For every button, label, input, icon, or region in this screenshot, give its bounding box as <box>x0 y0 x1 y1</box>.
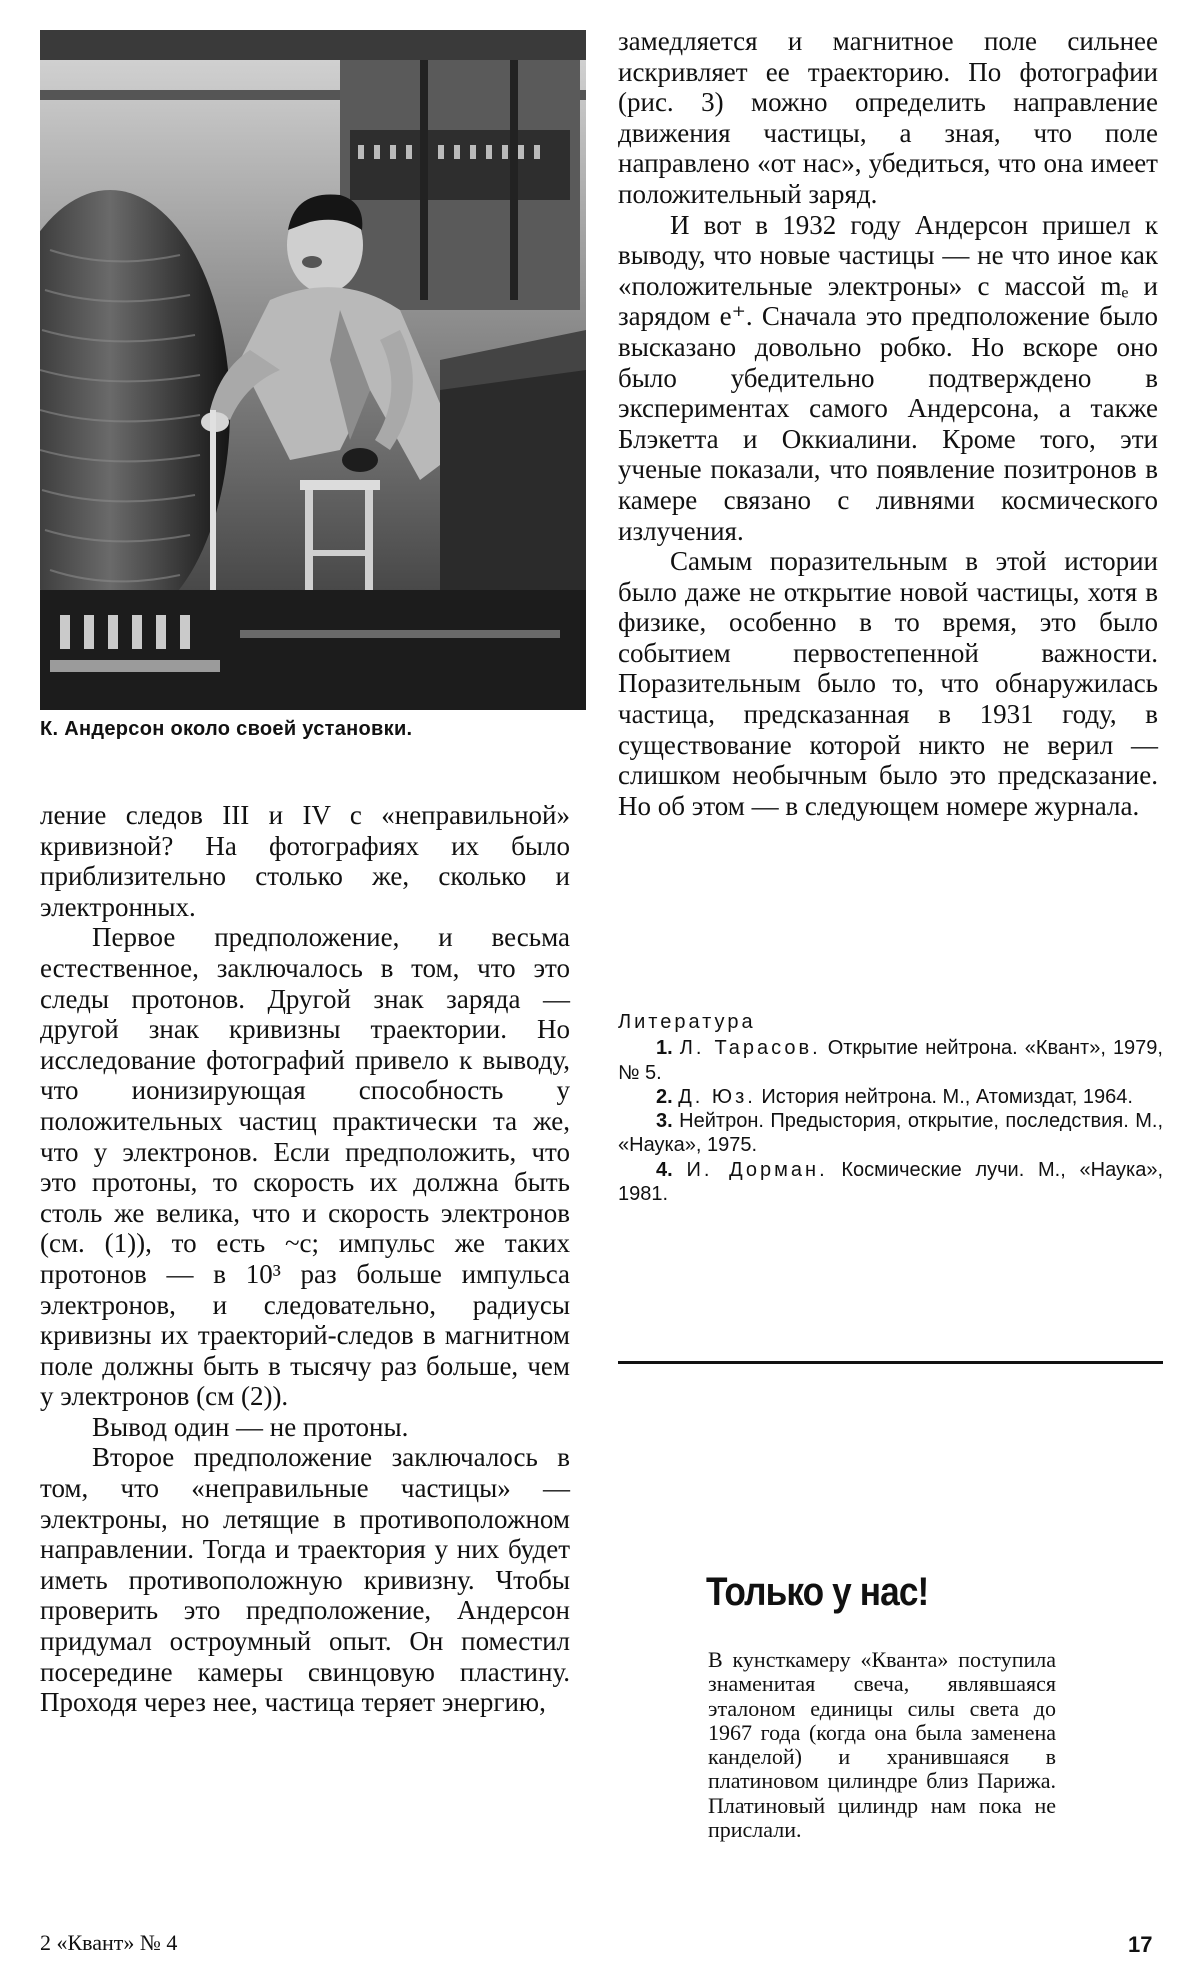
reference-author: И. Дорман. <box>686 1158 828 1181</box>
sidebar-paragraph: В кунсткамеру «Кванта» поступила знаменитая свеча, являвшаяся эталоном единицы силы света до 1967 года (когда она была заменена канделой) и хранившаяся в платиновом цилиндре близ Парижа. Платиновый цилиндр нам пока не прислали. <box>708 1647 1056 1843</box>
reference-item <box>618 1085 1163 1109</box>
section-divider <box>618 1361 1163 1364</box>
left-text-column <box>40 800 570 1718</box>
right-paragraph: замедляется и магнитное поле сильнее искривляет ее траекторию. По фотографии (рис. 3) можно определить направление движения частицы, а зная, что поле направлено «от нас», убедиться, что она имеет положительный заряд. <box>618 26 1158 209</box>
reference-text: Космические лучи. М., «Наука», 1981. <box>618 1158 1164 1206</box>
reference-number: 2. <box>656 1085 673 1108</box>
reference-item <box>618 1109 1163 1158</box>
printer-signature: 2 «Квант» № 4 <box>40 1930 178 1955</box>
reference-item <box>618 1036 1163 1085</box>
left-paragraph: Вывод один — не протоны. <box>92 1411 409 1442</box>
reference-item <box>618 1158 1163 1207</box>
right-text-column <box>618 26 1158 821</box>
reference-number: 3. <box>656 1110 673 1133</box>
reference-text: Открытие нейтрона. «Квант», 1979, № 5. <box>618 1037 1163 1084</box>
left-paragraph: Второе предположение заключалось в том, что «неправильные частицы» — электроны, но летящие в противоположном направлении. Тогда и траектория у них будет иметь противоположную кривизну. Чтобы проверить это предположение, Андерсон придумал остроумный опыт. Он поместил посередине камеры свинцовую пластину. Проходя через нее, частица теряет энергию, <box>40 1442 570 1718</box>
sidebar-title: Только у нас! <box>706 1570 929 1614</box>
right-paragraph: Самым поразительным в этой истории было даже не открытие новой частицы, хотя в физике, особенно в то время, это было событием первостепенной важности. Поразительным было то, что обнаружилась частица, предсказанная в 1931 году, в существование которой никто не верил — слишком необычным было это предсказание. Но об этом — в следующем номере журнала. <box>618 546 1158 821</box>
photo-caption: К. Андерсон около своей установки. <box>40 718 413 740</box>
reference-number: 1. <box>656 1037 673 1060</box>
anderson-photo <box>40 30 586 710</box>
left-paragraph: ление следов III и IV с «неправильной» кривизной? На фотографиях их было приблизительно столько же, сколько и электронных. <box>40 800 570 922</box>
references-section <box>618 1010 1163 1206</box>
reference-text: Нейтрон. Предыстория, открытие, последствия. М., «Наука», 1975. <box>618 1110 1163 1157</box>
references-heading: Литература <box>618 1011 756 1033</box>
left-paragraph: Первое предположение, и весьма естественное, заключалось в том, что это следы протонов. Другой знак заряда — другой знак кривизны траектории. Но исследование фотографий привело к выводу, что ионизирующая способность у положительных частиц практически та же, что у электронов. Если предположить, что это протоны, то скорость их должна быть столь же велика, что и скорость электронов (см. (1)), то есть ~c; импульс же таких протонов — в 10³ раз больше импульса электронов, и следовательно, радиусы кривизны их траекторий-следов в магнитном поле должны быть в тысячу раз больше, чем у электронов (см (2)). <box>40 922 570 1412</box>
reference-author: Л. Тарасов. <box>679 1037 821 1060</box>
right-paragraph: И вот в 1932 году Андерсон пришел к выводу, что новые частицы — не что иное как «положительные электроны» с массой mₑ и зарядом e⁺. Сначала это предположение было высказано довольно робко. Но вскоре оно было убедительно подтверждено в экспериментах самого Андерсона, а также Блэкетта и Оккиалини. Кроме того, эти ученые показали, что появление позитронов в камере связано с ливнями космического излучения. <box>618 209 1158 546</box>
reference-text: История нейтрона. М., Атомиздат, 1964. <box>761 1085 1133 1108</box>
reference-number: 4. <box>656 1158 673 1181</box>
reference-author: Д. Юз. <box>678 1085 756 1108</box>
sidebar-text <box>708 1648 1056 1842</box>
page-number: 17 <box>1128 1932 1153 1957</box>
